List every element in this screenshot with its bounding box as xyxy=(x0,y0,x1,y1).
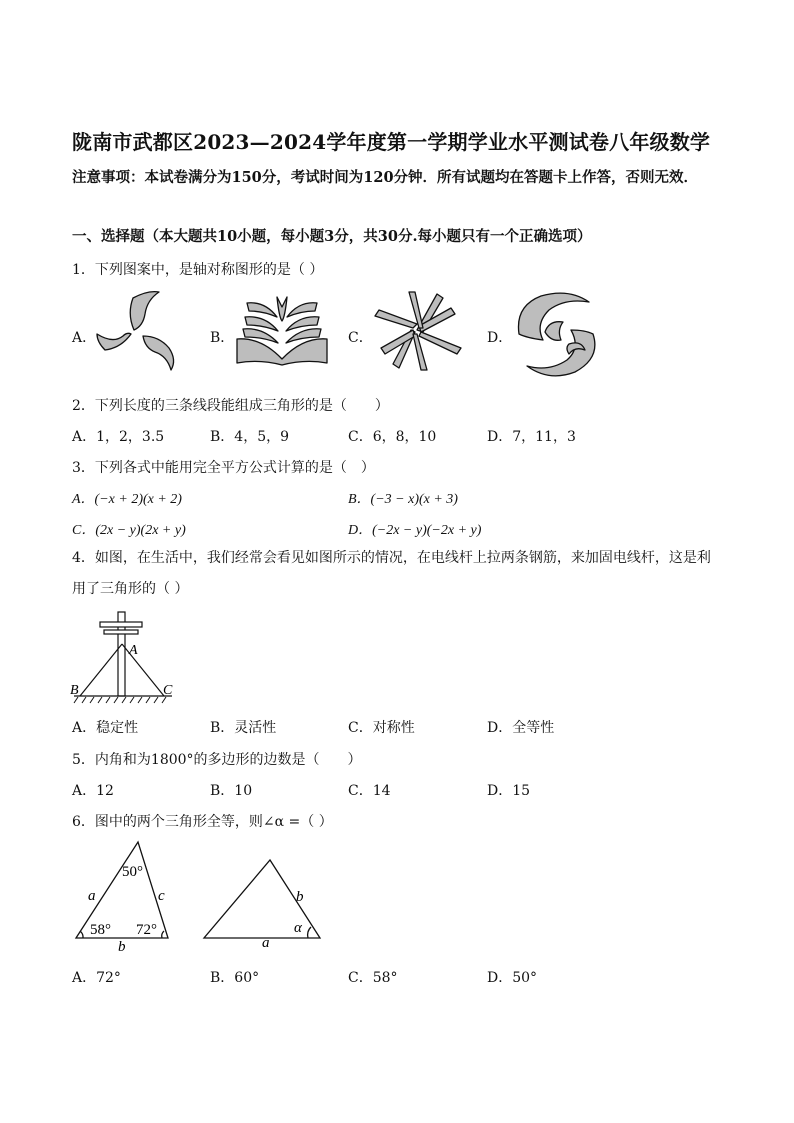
t1-side-b: b xyxy=(118,939,126,954)
q1-option-b-label: B． xyxy=(210,330,235,346)
q6-option-c: C．58° xyxy=(348,970,398,986)
congruent-triangles-figure xyxy=(68,838,328,954)
q3-option-a: A．(−x + 2)(x + 2) xyxy=(72,492,182,507)
q1-option-c-label: C． xyxy=(348,330,373,346)
t1-side-c: c xyxy=(158,888,165,904)
t2-side-b: b xyxy=(296,889,304,905)
q5-option-d: D．15 xyxy=(487,783,531,799)
notice-text: 注意事项：本试卷满分为150分，考试时间为120分钟．所有试题均在答题卡上作答，否则无效． xyxy=(72,169,699,186)
q6-option-d: D．50° xyxy=(487,970,538,986)
q5-option-a: A．12 xyxy=(72,783,114,799)
q4-option-b: B．灵活性 xyxy=(210,720,277,736)
t2-angle-alpha: α xyxy=(294,920,302,936)
page-title: 陇南市武都区2023—2024学年度第一学期学业水平测试卷八年级数学 xyxy=(72,130,711,154)
question-3-stem: 3．下列各式中能用完全平方公式计算的是（ ） xyxy=(72,460,375,476)
question-6-stem: 6．图中的两个三角形全等，则∠α =（ ） xyxy=(72,814,333,830)
q2-option-c: C．6，8，10 xyxy=(348,429,437,445)
t1-right-angle: 72° xyxy=(136,922,157,938)
pinwheel-icon xyxy=(93,290,185,372)
q2-option-b: B．4，5，9 xyxy=(210,429,290,445)
q4-option-c: C．对称性 xyxy=(348,720,415,736)
q4-option-d: D．全等性 xyxy=(487,720,555,736)
t1-top-angle: 50° xyxy=(122,864,143,880)
q6-option-b: B．60° xyxy=(210,970,260,986)
q2-option-d: D．7，11，3 xyxy=(487,429,576,445)
question-2-stem: 2．下列长度的三条线段能组成三角形的是（ ） xyxy=(72,398,389,414)
question-5-stem: 5．内角和为1800°的多边形的边数是（ ） xyxy=(72,752,362,768)
q3-option-d: D．(−2x − y)(−2x + y) xyxy=(348,523,482,538)
question-1-stem: 1．下列图案中，是轴对称图形的是（ ） xyxy=(72,262,324,278)
question-4-stem: 4．如图，在生活中，我们经常会看见如图所示的情况，在电线杆上拉两条钢筋，来加固电线杆，这是利用了三角形的（ ） xyxy=(72,550,711,597)
q4-option-a: A．稳定性 xyxy=(72,720,139,736)
q5-option-b: B．10 xyxy=(210,783,253,799)
t1-left-angle: 58° xyxy=(90,922,111,938)
q3-option-b: B．(−3 − x)(x + 3) xyxy=(348,492,458,507)
q1-option-a-label: A． xyxy=(72,330,97,346)
section-heading: 一、选择题（本大题共10小题，每小题3分，共30分.每小题只有一个正确选项） xyxy=(72,228,592,245)
q1-option-d-label: D． xyxy=(487,330,513,346)
point-a-label: A xyxy=(129,643,138,658)
open-book-icon xyxy=(233,293,331,367)
point-b-label: B xyxy=(70,683,79,698)
q2-option-a: A．1，2，3.5 xyxy=(72,429,165,445)
yin-yang-crescent-icon xyxy=(509,288,605,380)
q3-option-c: C．(2x − y)(2x + y) xyxy=(72,523,186,538)
point-c-label: C xyxy=(163,683,173,698)
q6-option-a: A．72° xyxy=(72,970,121,986)
q5-option-c: C．14 xyxy=(348,783,391,799)
t2-side-a: a xyxy=(262,935,270,951)
asterisk-star-icon xyxy=(371,290,467,372)
utility-pole-figure xyxy=(66,608,180,718)
t1-side-a: a xyxy=(88,888,96,904)
